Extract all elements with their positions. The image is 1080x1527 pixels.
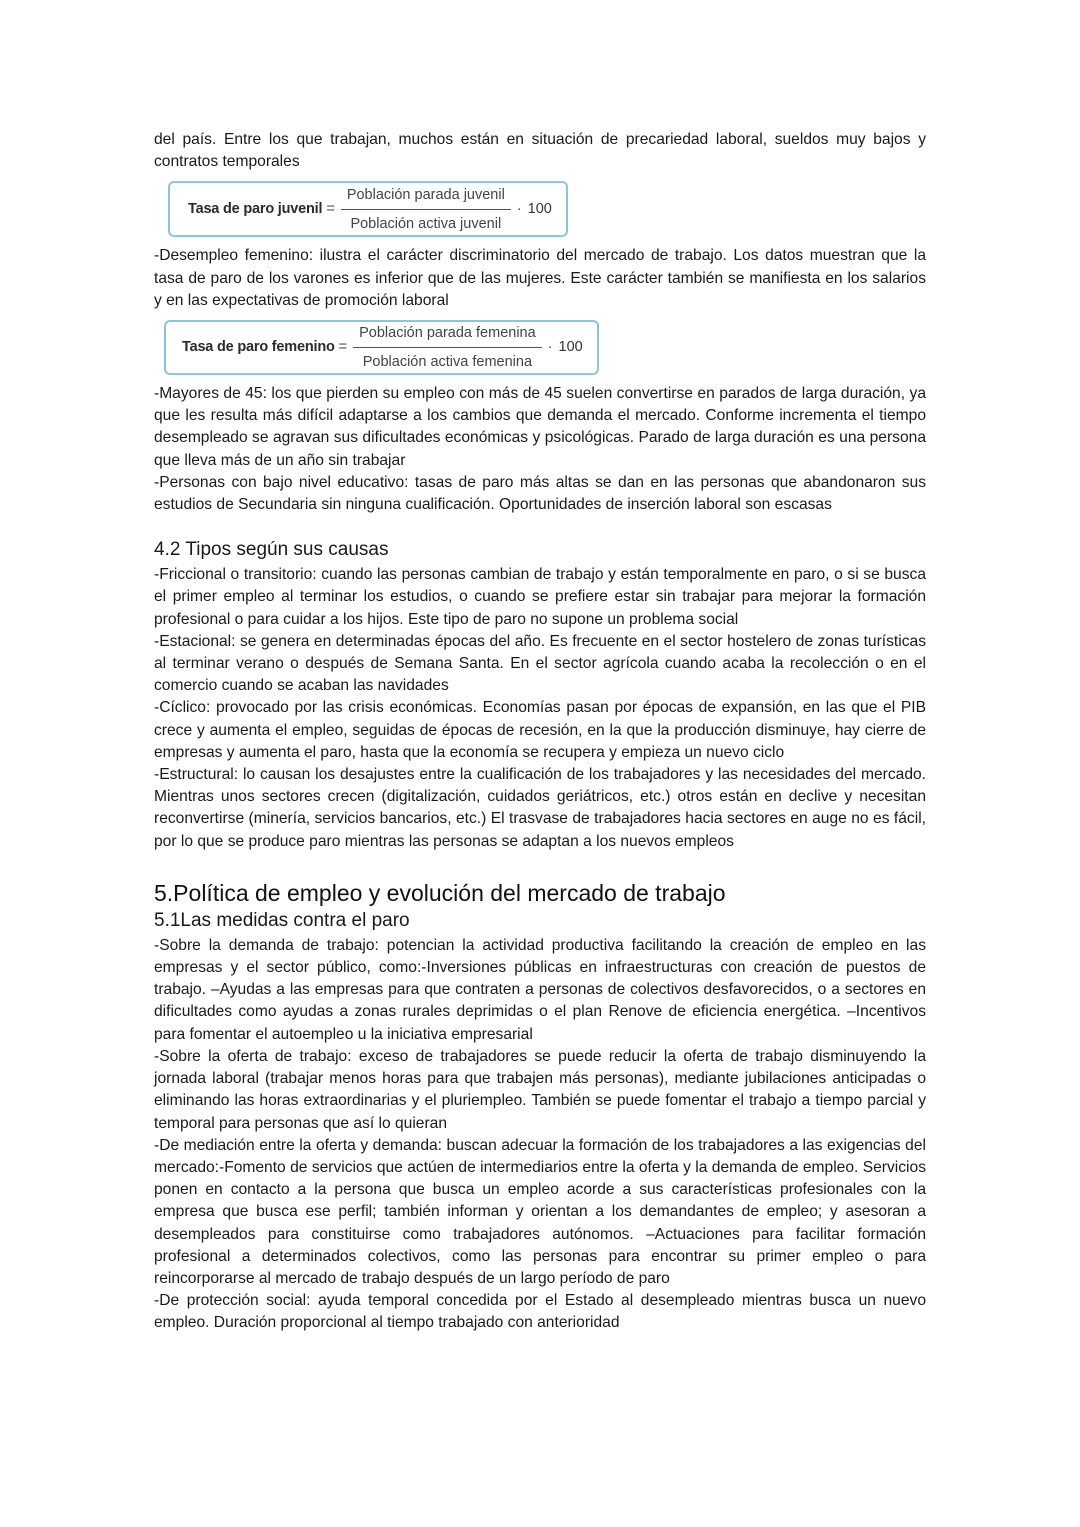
paragraph-mediacion: -De mediación entre la oferta y demanda: buscan adecuar la formación de los trabajadores a las exigencias del mercado:-Fomento de servicios que actúen de intermediarios entre la oferta y la demanda de empleo. Servicios ponen en contacto a la persona que busca un empleo acorde a sus características profesionales con la empresa que busca ese perfil; también informan y orientan a los demandantes de empleo; y asesoran a desempleados para constituirse como trabajadores autónomos. –Actuaciones para facilitar formación profesional a determinados colectivos, como las personas para encontrar su primer empleo o para reincorporarse al mercado de trabajo después de un largo período de paro (154, 1136, 926, 1287)
heading-5-1: 5.1Las medidas contra el paro (154, 909, 410, 931)
intro-paragraph: del país. Entre los que trabajan, muchos están en situación de precariedad laboral, sueldos muy bajos y contratos temporales (154, 131, 926, 171)
formula-equals: = (326, 201, 335, 218)
paragraph-proteccion: -De protección social: ayuda temporal concedida por el Estado al desempleado mientras busca un nuevo empleo. Duración proporcional al tiempo trabajado con anterioridad (154, 1292, 926, 1332)
heading-5: 5.Política de empleo y evolución del mercado de trabajo (154, 879, 726, 906)
formula-fraction (353, 322, 542, 373)
paragraph-estructural: -Estructural: lo causan los desajustes entre la cualificación de los trabajadores y las necesidades del mercado. Mientras unos sectores crecen (digitalización, cuidados geriátricos, etc.) otros están en declive y necesitan reconvertirse (minería, servicios bancarios, etc.) El trasvase de trabajadores hacia sectores en auge no es fácil, por lo que se produce paro mientras las personas se adaptan a los nuevos empleos (154, 766, 926, 850)
formula-equals: = (338, 339, 348, 356)
paragraph-over-45: -Mayores de 45: los que pierden su empleo con más de 45 suelen convertirse en parados de larga duración, ya que les resulta más difícil adaptarse a los cambios que demanda el mercado. Conforme incrementa el tiempo desempleado se agravan sus dificultades económicas y psicológicas. Parado de larga duración es una persona que lleva más de un año sin trabajar (154, 385, 926, 469)
formula-youth-unemployment (168, 181, 568, 237)
paragraph-low-education: -Personas con bajo nivel educativo: tasas de paro más altas se dan en las personas que abandonaron sus estudios de Secundaria sin ninguna cualificación. Oportunidades de inserción laboral son escasas (154, 473, 926, 514)
formula-factor: 100 (558, 339, 583, 356)
formula-denominator: Población activa juvenil (350, 215, 502, 232)
formula-multiply: · (547, 339, 553, 356)
paragraph-oferta: -Sobre la oferta de trabajo: exceso de trabajadores se puede reducir la oferta de trabajo disminuyendo la jornada laboral (trabajar menos horas para que trabajen más personas), mediante jubilaciones anticipadas o eliminando las horas extraordinarias y el pluriempleo. También se puede fomentar el trabajo a tiempo parcial y temporal para personas que así lo quieran (154, 1047, 926, 1132)
formula-label: Tasa de paro femenino (182, 339, 335, 356)
formula-fraction (341, 184, 511, 235)
formula-female-unemployment (164, 320, 599, 375)
paragraph-demanda: -Sobre la demanda de trabajo: potencian la actividad productiva facilitando la creación de empleo en las empresas y el sector público, como:-Inversiones públicas en infraestructuras con creación de puestos de trabajo. –Ayudas a las empresas para que contraten a personas de colectivos desfavorecidos, o a sectores en dificultades como ayudas a zonas rurales deprimidas o el plan Renove de eficiencia energética. –Incentivos para fomentar el autoempleo u la iniciativa empresarial (154, 936, 926, 1043)
heading-4-2: 4.2 Tipos según sus causas (154, 539, 389, 561)
formula-factor: 100 (527, 201, 552, 218)
formula-numerator: Población parada femenina (353, 322, 542, 348)
document-body (154, 129, 926, 1335)
paragraph-estacional: -Estacional: se genera en determinadas épocas del año. Es frecuente en el sector hostelero de zonas turísticas al terminar verano o después de Semana Santa. En el sector agrícola cuando acaba la recolección o en el comercio cuando se acaban las navidades (154, 632, 926, 695)
formula-numerator: Población parada juvenil (341, 184, 511, 210)
paragraph-friccional: -Friccional o transitorio: cuando las personas cambian de trabajo y están temporalmente en paro, o si se busca el primer empleo al terminar los estudios, o cuando se prefiere estar sin trabajar para mejorar la formación profesional o para cuidar a los hijos. Este tipo de paro no supone un problema social (154, 566, 926, 628)
paragraph-ciclico: -Cíclico: provocado por las crisis económicas. Economías pasan por épocas de expansión, en las que el PIB crece y aumenta el empleo, seguidas de épocas de recesión, en la que la producción disminuye, hay cierre de empresas y aumenta el paro, hasta que la economía se recupera y empieza un nuevo ciclo (154, 699, 926, 761)
formula-denominator: Población activa femenina (362, 354, 533, 371)
paragraph-female-unemployment: -Desempleo femenino: ilustra el carácter discriminatorio del mercado de trabajo. Los datos muestran que la tasa de paro de los varones es inferior que de las mujeres. Este carácter también se manifiesta en los salarios y en las expectativas de promoción laboral (154, 247, 926, 309)
formula-multiply: · (516, 201, 522, 218)
formula-label: Tasa de paro juvenil (188, 201, 323, 218)
